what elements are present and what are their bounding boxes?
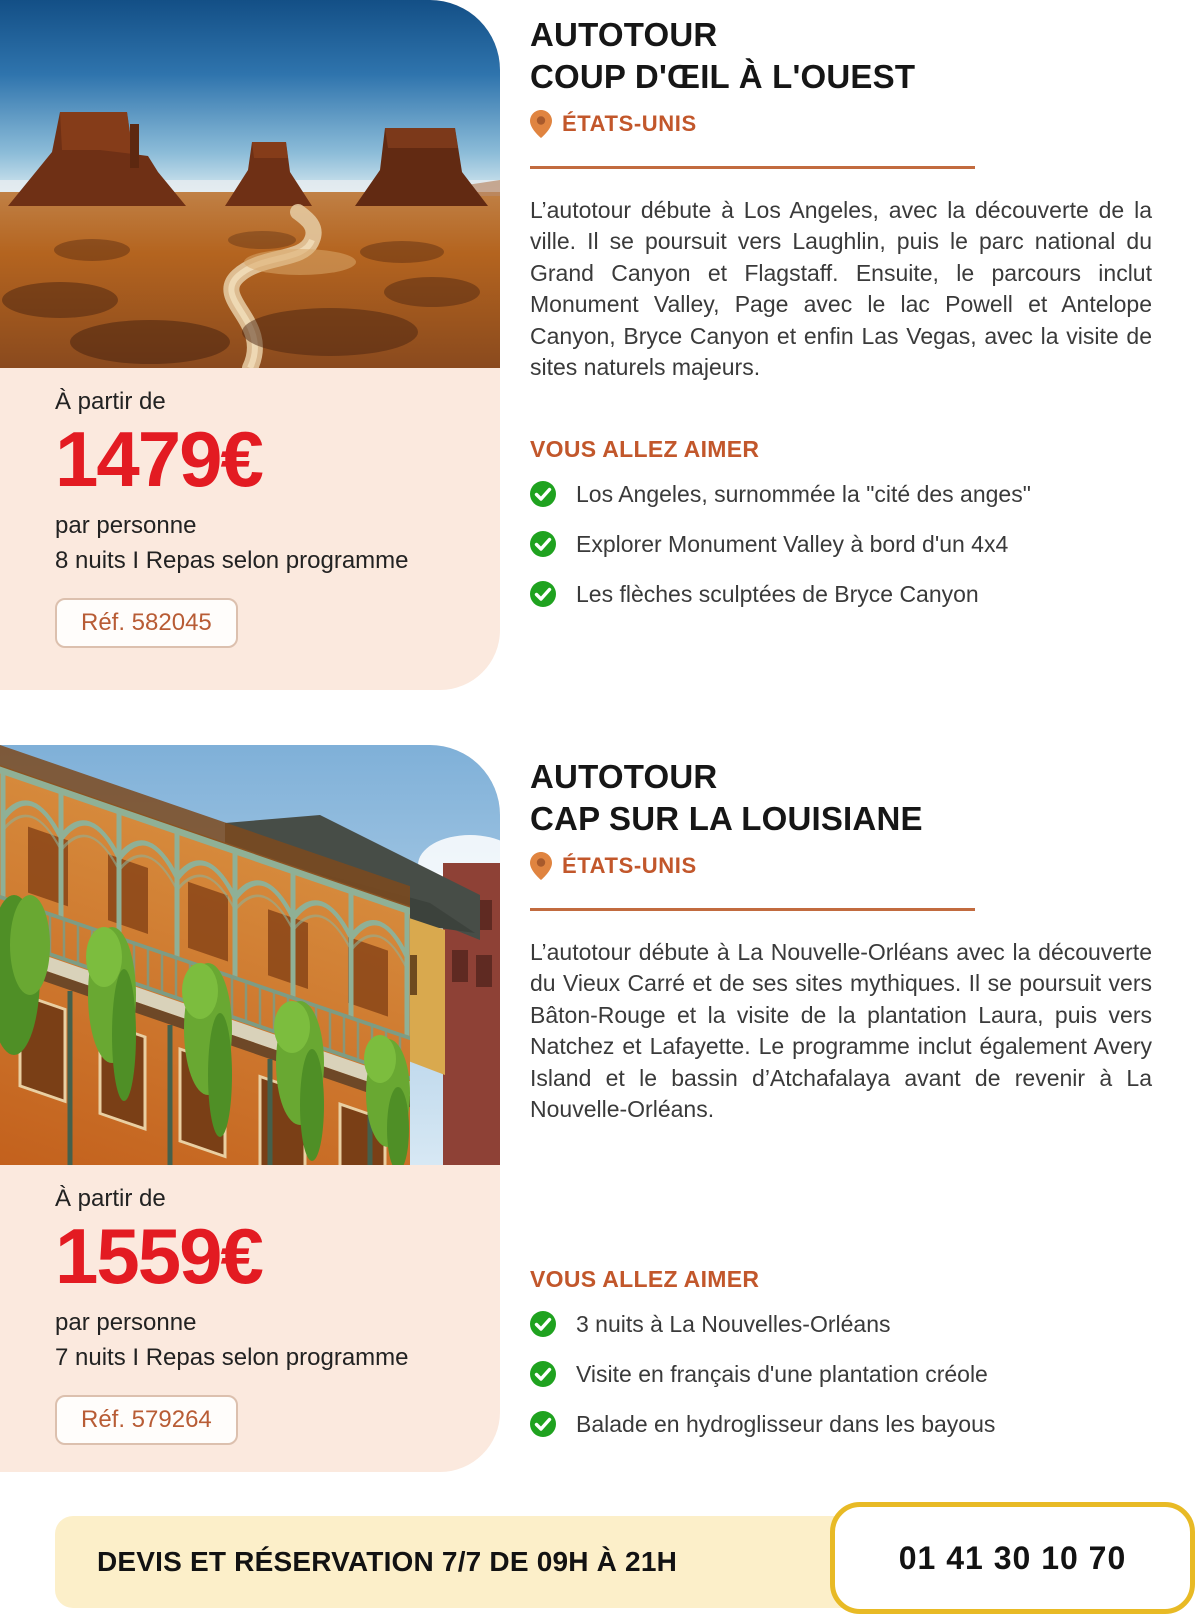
likes-heading: VOUS ALLEZ AIMER (530, 1265, 760, 1292)
check-circle-icon (530, 1311, 556, 1337)
map-pin-icon (530, 110, 552, 138)
trip-details: 8 nuits I Repas selon programme (55, 547, 409, 575)
reference-badge: Réf. 582045 (55, 598, 238, 648)
like-text: 3 nuits à La Nouvelles-Orléans (576, 1310, 891, 1337)
section-divider (530, 166, 975, 169)
phone-button[interactable]: 01 41 30 10 70 (830, 1502, 1195, 1614)
check-circle-icon (530, 481, 556, 507)
likes-list (530, 1310, 1152, 1439)
list-item (530, 530, 1152, 559)
section-divider (530, 908, 975, 911)
likes-list (530, 480, 1152, 609)
offer-description: L’autotour débute à La Nouvelle-Orléans avec la découverte du Vieux Carré et de ses sites mythiques. Il se poursuit vers Bâton-Rouge et la visite de la plantation Laura, puis vers Natchez et Lafayette. Le programme inclut également Avery Island et le bassin d’Atchafalaya avant de revenir à La Nouvelle-Orléans. (530, 938, 1152, 1123)
list-item (530, 1360, 1152, 1389)
check-circle-icon (530, 1411, 556, 1437)
price-unit: par personne (55, 512, 197, 539)
price-block (0, 368, 500, 648)
list-item (530, 580, 1152, 609)
offer-title-line1: AUTOTOUR (530, 758, 718, 795)
offer-card-west (0, 0, 500, 690)
offer-title-line1: AUTOTOUR (530, 16, 718, 53)
price-block (0, 1165, 500, 1445)
price-value: 1479€ (55, 415, 262, 503)
like-text: Visite en français d'une plantation créole (576, 1360, 988, 1387)
offer-info-west (530, 14, 1152, 630)
new-orleans-photo (0, 745, 500, 1165)
monument-valley-photo (0, 0, 500, 368)
offer-card-louisiane (0, 745, 500, 1472)
list-item (530, 480, 1152, 509)
like-text: Los Angeles, surnommée la "cité des anges" (576, 480, 1031, 507)
offer-title-line2: CAP SUR LA LOUISIANE (530, 799, 923, 837)
offer-info-louisiane (530, 756, 1152, 1460)
location-label: ÉTATS-UNIS (562, 110, 697, 136)
like-text: Explorer Monument Valley à bord d'un 4x4 (576, 530, 1009, 557)
reservation-text: DEVIS ET RÉSERVATION 7/7 DE 09H À 21H (97, 1546, 678, 1577)
map-pin-icon (530, 852, 552, 880)
location-label: ÉTATS-UNIS (562, 852, 697, 878)
list-item (530, 1310, 1152, 1339)
price-unit: par personne (55, 1309, 197, 1336)
check-circle-icon (530, 1361, 556, 1387)
like-text: Balade en hydroglisseur dans les bayous (576, 1410, 996, 1437)
offer-title (530, 14, 1152, 98)
reference-badge: Réf. 579264 (55, 1395, 238, 1445)
price-prefix: À partir de (55, 1185, 166, 1212)
location-row (530, 110, 1152, 138)
price-prefix: À partir de (55, 388, 166, 415)
check-circle-icon (530, 581, 556, 607)
offer-title (530, 756, 1152, 840)
trip-details: 7 nuits I Repas selon programme (55, 1344, 409, 1372)
location-row (530, 852, 1152, 880)
price-value: 1559€ (55, 1212, 262, 1300)
like-text: Les flèches sculptées de Bryce Canyon (576, 580, 979, 607)
likes-heading: VOUS ALLEZ AIMER (530, 435, 760, 462)
list-item (530, 1410, 1152, 1439)
offer-title-line2: COUP D'ŒIL À L'OUEST (530, 57, 916, 95)
check-circle-icon (530, 531, 556, 557)
offer-description: L’autotour débute à Los Angeles, avec la découverte de la ville. Il se poursuit vers Laughlin, puis le parc national du Grand Canyon et Flagstaff. Ensuite, le parcours inclut Monument Valley, Page avec le lac Powell et Antelope Canyon, Bryce Canyon et enfin Las Vegas, avec la visite de sites naturels majeurs. (530, 196, 1152, 381)
